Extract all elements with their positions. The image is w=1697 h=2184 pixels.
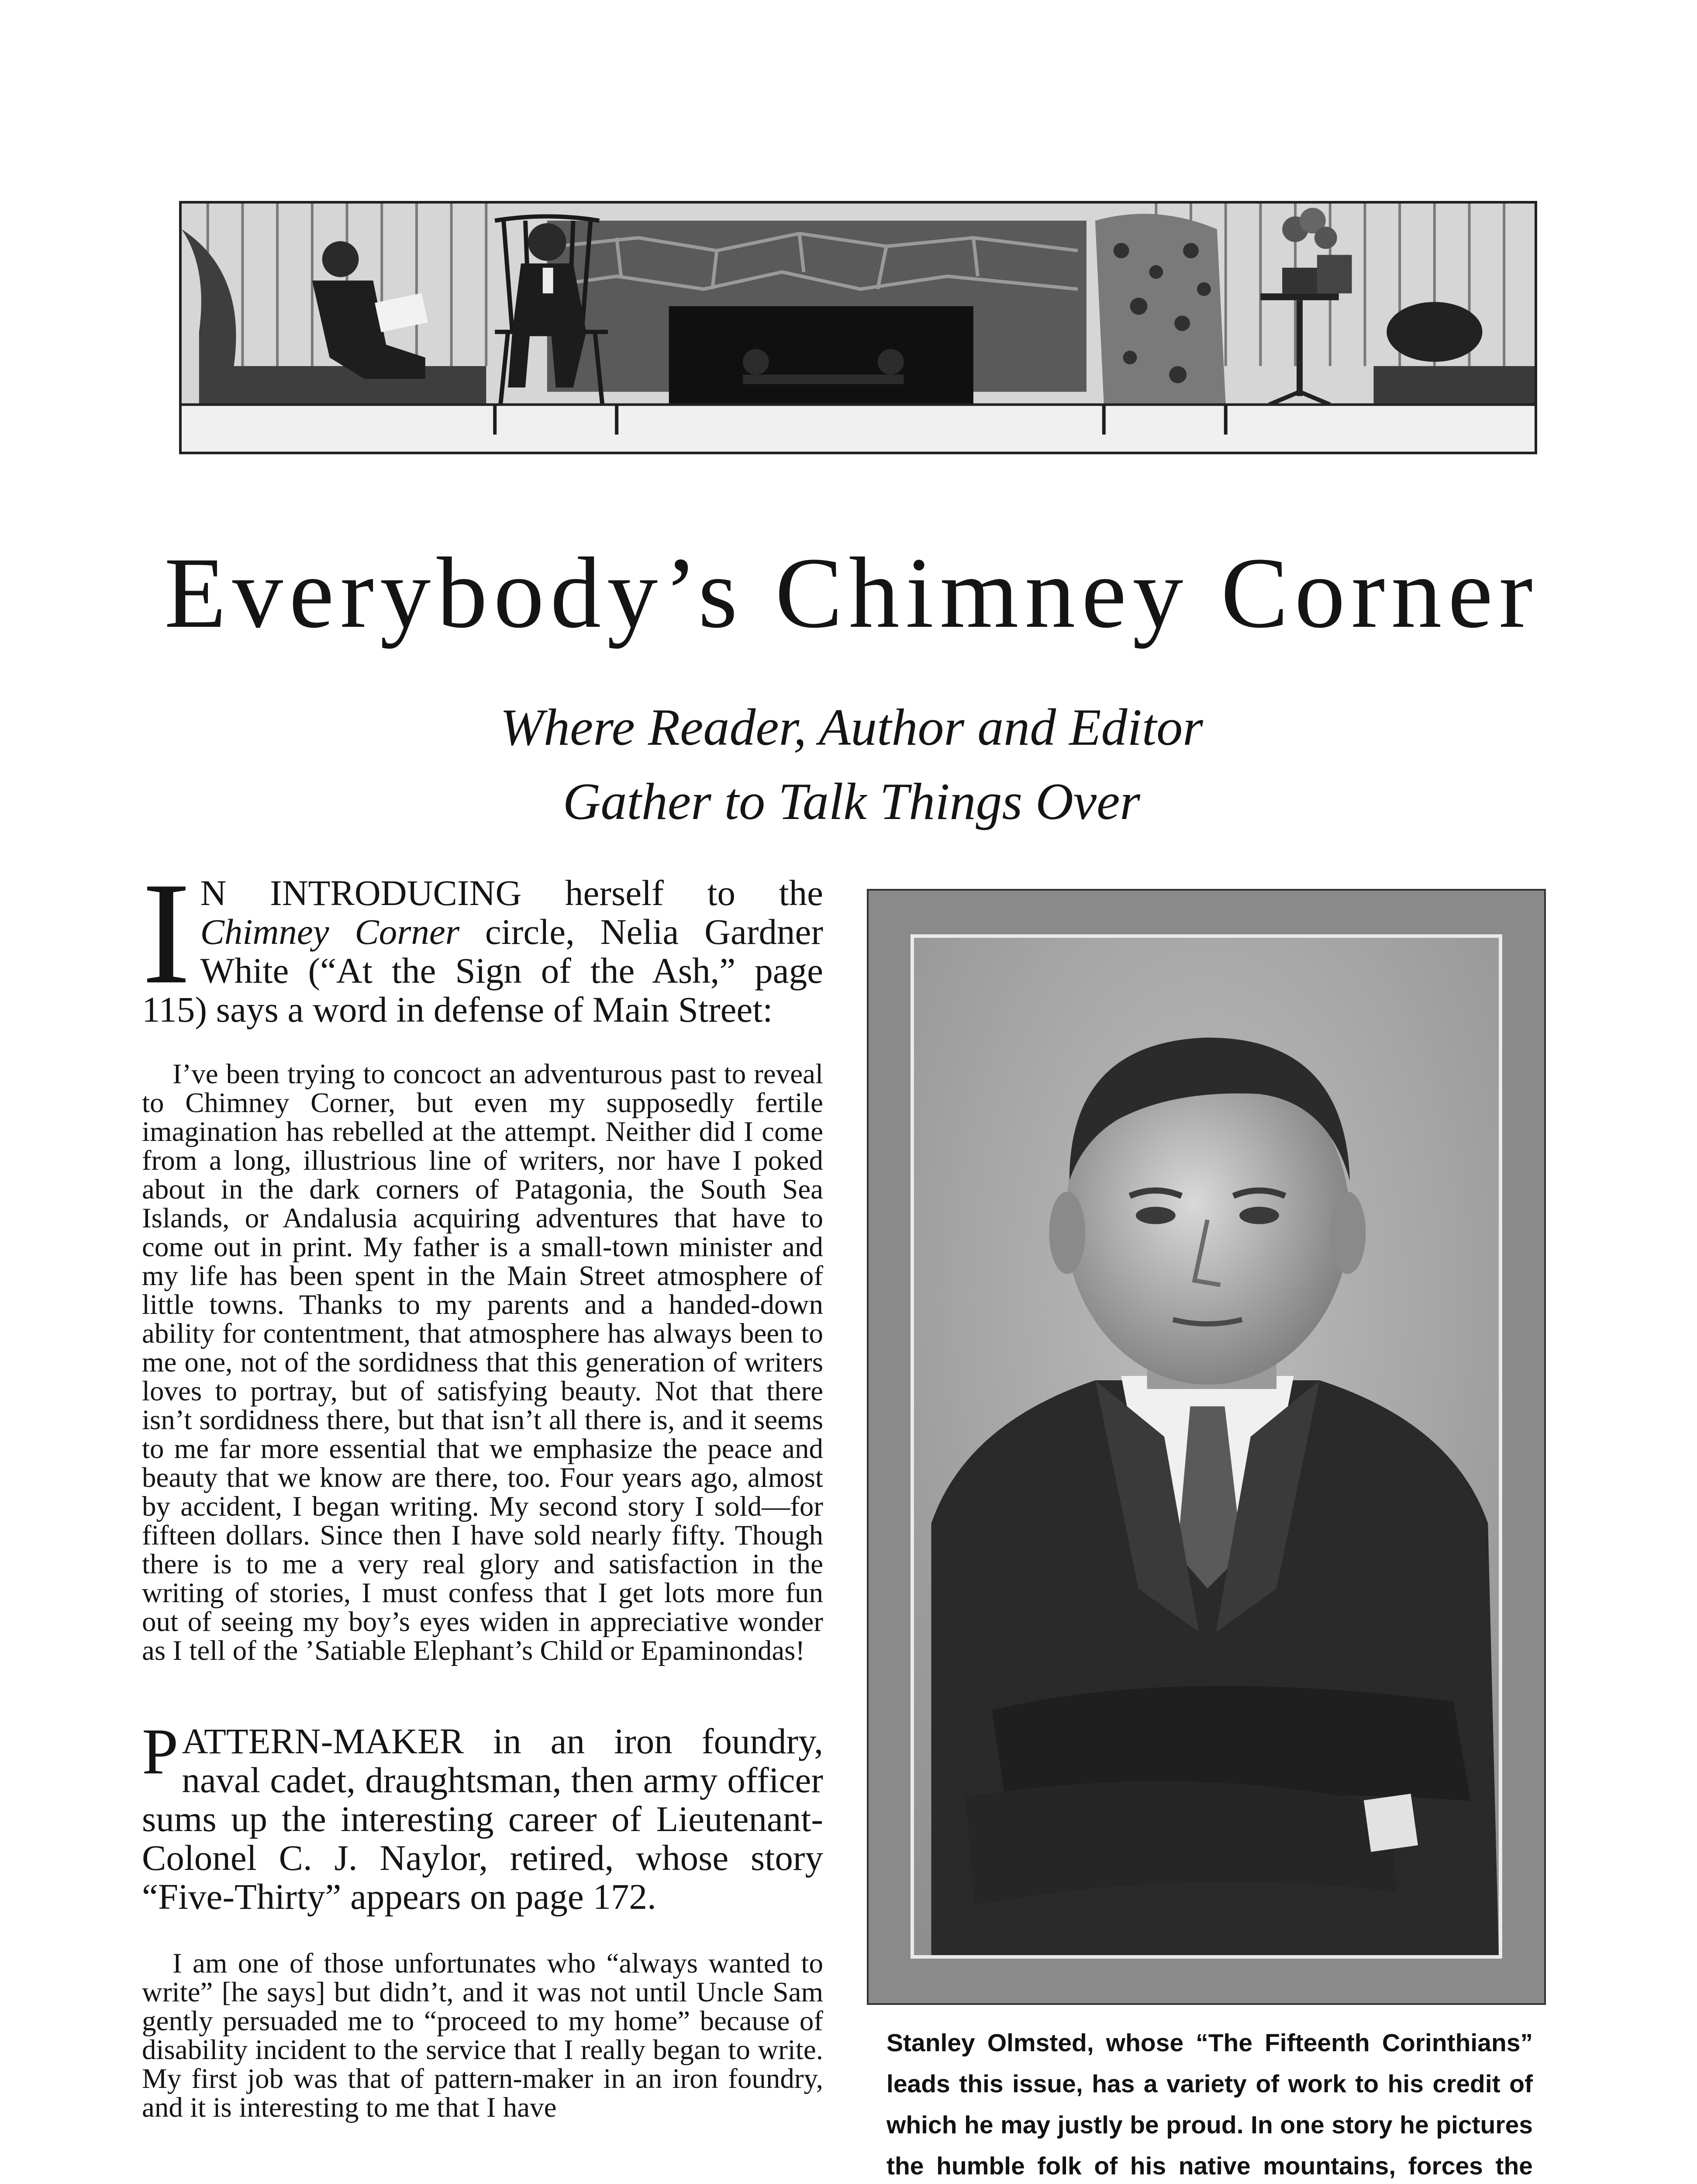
drop-cap-i: I — [142, 852, 191, 1014]
naylor-intro-text: ATTERN-MAKER in an iron foundry, naval cadet, draughtsman, then army officer sums up the interesting career of Lieutenant-Colonel C. J. Naylor, retired, whose story “Five-Thirty” appears on page 172. — [142, 1721, 823, 1917]
portrait-photo — [911, 934, 1502, 1959]
portrait-photo-frame — [867, 889, 1546, 2005]
article-column — [142, 852, 823, 2123]
subtitle — [437, 690, 1266, 839]
intro-italic-text: Chimney Corner — [200, 912, 460, 952]
intro-text-b: circle, Nelia Gardner White (“At the Sign of the Ash,” page 115) says a word in defense of Main Street: — [142, 912, 823, 1030]
subtitle-line-1: Where Reader, Author and Editor — [500, 698, 1203, 756]
intro-text-a: herself to the — [521, 873, 823, 913]
intro-paragraph-naylor — [142, 1715, 823, 1917]
fireside-scene-drawing — [182, 204, 1535, 452]
quote-white: I’ve been trying to concoct an adventurous past to reveal to Chimney Corner, but even my supposedly fertile imagination has rebelled at the attempt. Neither did I come from a long, illustrious line of writers, nor have I poked about in the dark corners of Patagonia, the South Sea Islands, or Andalusia acquiring adventures that have to come out in print. My father is a small-town minister and my life has been spent in the Main Street atmosphere of little towns. Thanks to my parents and a handed-down ability for contentment, that atmosphere has always been to me one, not of the sordidness that this generation of writers loves to portray, but of satisfying beauty. Not that there isn’t sordidness there, but that isn’t all there is, and it seems to me far more essential that we emphasize the peace and beauty that we know are there, too. Four years ago, almost by accident, I began writing. My second story I sold—for fifteen dollars. Since then I have sold nearly fifty. Though there is to me a very real glory and satisfaction in the writing of stories, I must confess that I get lots more fun out of seeing my boy’s eyes widen in appreciative wonder as I tell of the ’Satiable Elephant’s Child or Epaminondas! — [142, 1058, 823, 1666]
header-illustration — [179, 201, 1537, 454]
portrait-of-man-drawing — [914, 938, 1499, 1955]
page-title: Everybody’s Chimney Corner — [164, 537, 1539, 649]
drop-cap-p: P — [142, 1715, 179, 1788]
subtitle-line-2: Gather to Talk Things Over — [562, 772, 1141, 830]
intro-head-text: N INTRODUCING — [200, 873, 522, 913]
intro-paragraph-white — [142, 852, 823, 1030]
photo-caption: Stanley Olmsted, whose “The Fifteenth Corinthians” leads this issue, has a variety of work to his credit of which he may justly be proud. In one story he pictures the humble folk of his native mountains, forces the — [886, 2029, 1533, 2180]
quote-naylor: I am one of those unfortunates who “always wanted to write” [he says] but didn’t, and it was not until Uncle Sam gently persuaded me to “proceed to my home” because of disability incident to the service that I really began to write. My first job was that of pattern-maker in an iron foundry, and it is interesting to me that I have — [142, 1948, 823, 2123]
